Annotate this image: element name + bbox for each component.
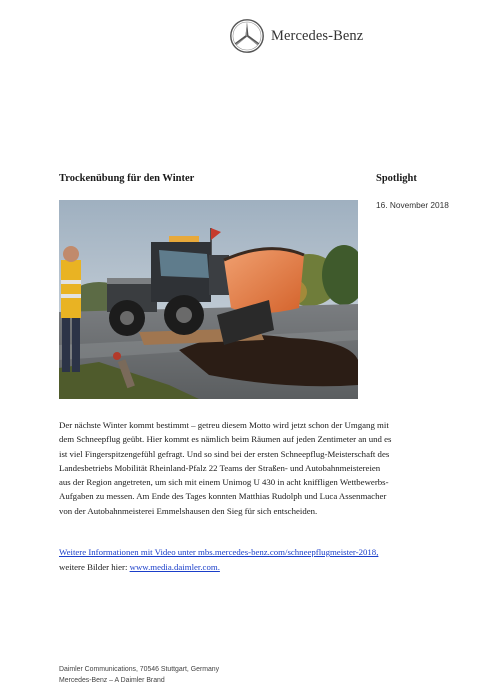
header	[229, 18, 363, 54]
article-category: Spotlight	[376, 173, 417, 184]
footer	[59, 664, 219, 686]
video-link[interactable]: Weitere Informationen mit Video unter mbs.mercedes-benz.com/schneepflugmeister-2018,	[59, 547, 379, 557]
footer-address: Daimler Communications, 70546 Stuttgart, Germany	[59, 666, 220, 673]
article-date: 16. November 2018	[376, 200, 449, 210]
footer-brand: Mercedes-Benz – A Daimler Brand	[59, 677, 165, 684]
article-photo	[59, 200, 358, 399]
further-info	[59, 545, 399, 574]
brand-name: Mercedes-Benz	[271, 27, 364, 44]
mercedes-star-icon	[229, 18, 265, 54]
article-title: Trockenübung für den Winter	[59, 173, 195, 184]
article-body-paragraph: Der nächste Winter kommt bestimmt – getreu diesem Motto wird jetzt schon der Umgang mit dem Schneepflug geübt. Hier kommt es nämlich beim Räumen auf jeden Zentimeter an und es ist viel Fingerspitzengefühl gefragt. Und so sind bei der ersten Schneepflug-Meisterschaft des Landesbetriebs Mobilität Rheinland-Pfalz 22 Teams der Straßen- und Autobahnmeistereien aus der Region angetreten, um sich mit einem Unimog U 430 in acht kniffligen Wettbewerbs-Aufgaben zu messen. Am Ende des Tages konnten Matthias Rudolph und Luca Assenmacher von der Autobahnmeisterei Emmelshausen den Sieg für sich entscheiden.	[59, 420, 392, 516]
media-link[interactable]: www.media.daimler.com.	[129, 561, 220, 572]
article-body	[59, 418, 394, 518]
images-prefix: weitere Bilder hier:	[59, 561, 130, 572]
